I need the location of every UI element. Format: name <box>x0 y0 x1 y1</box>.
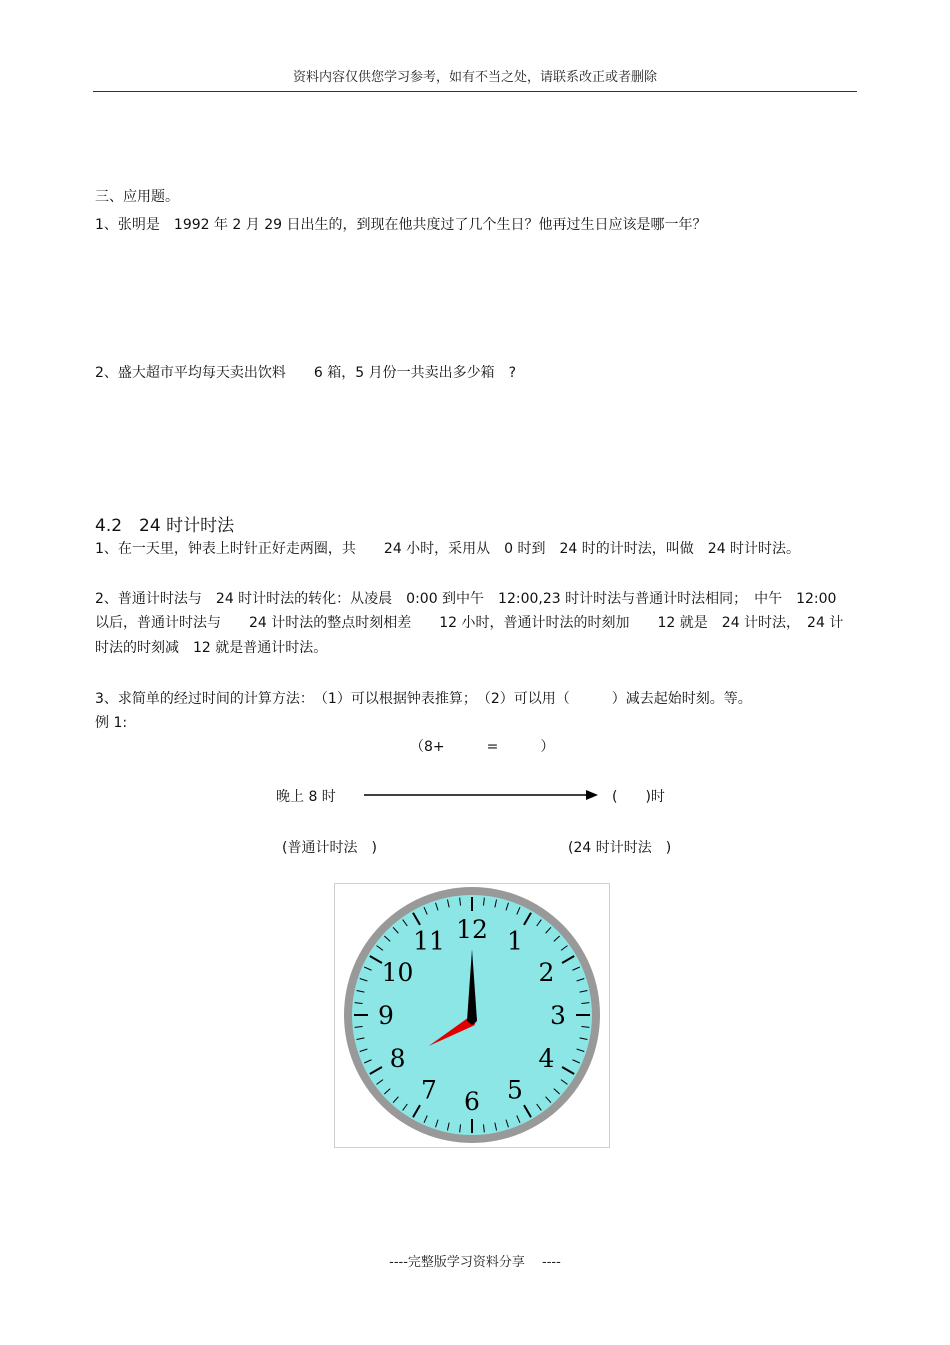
page-header: 资料内容仅供您学习参考，如有不当之处，请联系改正或者删除 <box>292 70 657 85</box>
paragraph-2-line-3: 时法的时刻减 12 就是普通计时法。 <box>95 640 328 656</box>
example-formula: （8+ = ） <box>410 739 555 755</box>
question-2: 2、盛大超市平均每天卖出饮料 6 箱，5 月份一共卖出多少箱 ? <box>95 365 517 381</box>
example-label: 例 1: <box>95 715 128 731</box>
header-rule <box>93 91 857 92</box>
paragraph-1: 1、在一天里，钟表上时针正好走两圈，共 24 小时，采用从 0 时到 24 时的计时法，叫做 24 时计时法。 <box>95 541 801 557</box>
analog-clock <box>335 884 609 1147</box>
clock-numeral: 5 <box>507 1075 523 1105</box>
clock-numeral: 3 <box>550 1001 566 1030</box>
clock-numeral: 8 <box>389 1044 406 1073</box>
question-1: 1、张明是 1992 年 2 月 29 日出生的，到现在他共度过了几个生日？他再过生日应该是哪一年？ <box>95 217 707 233</box>
clock-numeral: 4 <box>538 1044 555 1073</box>
section-title-24h: 4.2 24 时计时法 <box>95 516 235 536</box>
clock-numeral: 6 <box>464 1087 480 1116</box>
page-footer: ----完整版学习资料分享 ---- <box>389 1255 561 1270</box>
clock-numeral: 1 <box>507 926 523 956</box>
clock-numeral: 11 <box>413 926 445 956</box>
paragraph-3: 3、求简单的经过时间的计算方法： （1）可以根据钟表推算； （2）可以用（ ）减去起始时刻。等。 <box>95 691 752 707</box>
clock-numeral: 7 <box>421 1075 437 1105</box>
clock-numeral: 10 <box>381 958 414 987</box>
clock-figure <box>334 883 610 1148</box>
clock-numeral: 12 <box>456 915 488 944</box>
paragraph-2-line-2: 以后，普通计时法与 24 计时法的整点时刻相差 12 小时，普通计时法的时刻加 12 就是 24 计时法， 24 计 <box>95 615 844 631</box>
clock-numeral: 9 <box>378 1001 394 1030</box>
conversion-arrow <box>362 787 602 803</box>
paragraph-2-line-1: 2、普通计时法与 24 时计时法的转化：从凌晨 0:00 到中午 12:00,23 时计时法与普通计时法相同； 中午 12:00 <box>95 591 837 607</box>
clock-numeral: 2 <box>538 958 555 987</box>
normal-time-caption: (普通计时法 ) <box>282 840 377 856</box>
24h-time-caption: (24 时计时法 ) <box>568 840 672 856</box>
section-title-applications: 三、应用题。 <box>95 189 179 205</box>
end-time-label: ( )时 <box>612 789 665 805</box>
start-time-label: 晚上 8 时 <box>276 789 336 805</box>
